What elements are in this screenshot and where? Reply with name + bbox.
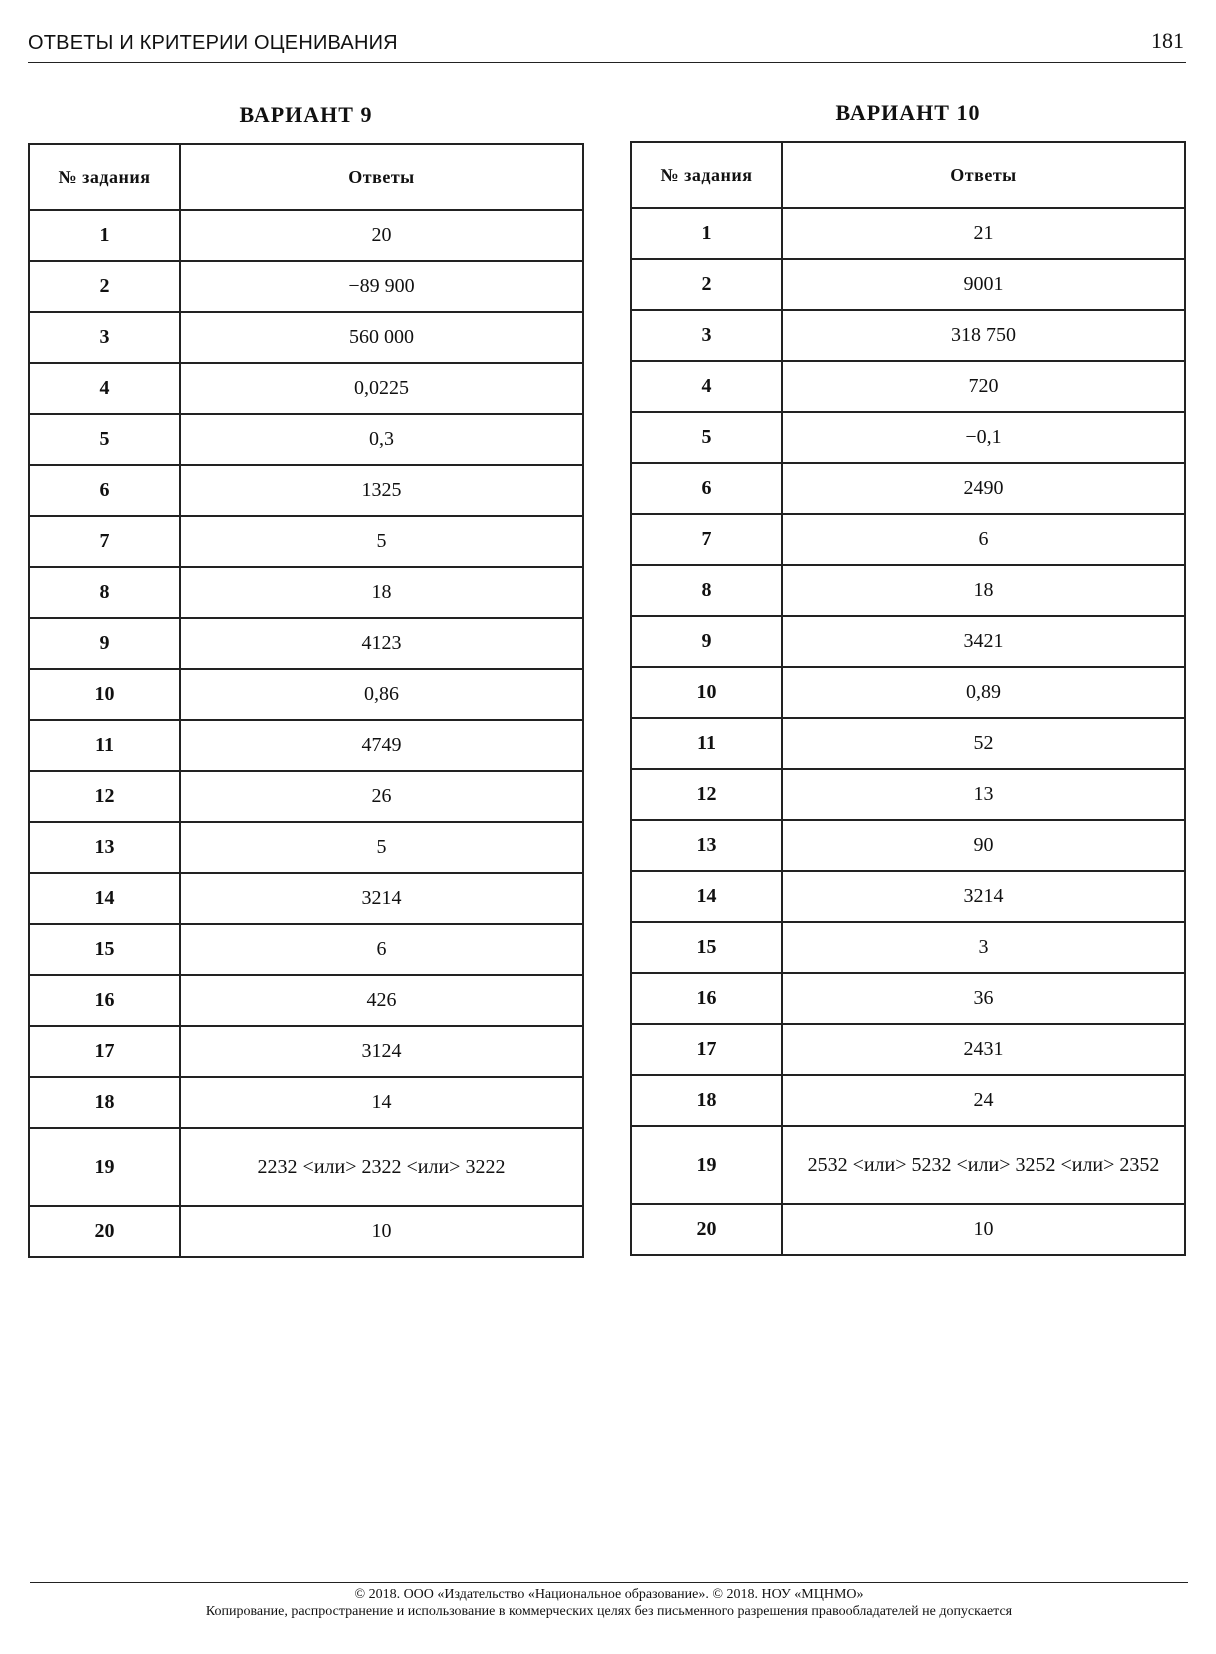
task-number-cell: 13 bbox=[29, 822, 180, 873]
table-row bbox=[631, 208, 1185, 259]
answer-cell: 10 bbox=[782, 1204, 1185, 1255]
task-number-cell: 14 bbox=[631, 871, 782, 922]
answer-cell: 9001 bbox=[782, 259, 1185, 310]
table-row bbox=[29, 210, 583, 261]
answer-cell: 0,86 bbox=[180, 669, 583, 720]
answer-cell: 5 bbox=[180, 516, 583, 567]
task-number-cell: 12 bbox=[29, 771, 180, 822]
table-header-row bbox=[631, 142, 1185, 208]
task-number-cell: 18 bbox=[631, 1075, 782, 1126]
task-number-cell: 9 bbox=[29, 618, 180, 669]
variant-10-title: ВАРИАНТ 10 bbox=[835, 100, 981, 125]
task-number-cell: 16 bbox=[631, 973, 782, 1024]
answer-cell: 24 bbox=[782, 1075, 1185, 1126]
task-number-cell: 19 bbox=[29, 1128, 180, 1206]
answer-cell: 52 bbox=[782, 718, 1185, 769]
answers-table-variant-10 bbox=[630, 141, 1186, 1256]
task-number-cell: 3 bbox=[29, 312, 180, 363]
answer-cell: −89 900 bbox=[180, 261, 583, 312]
task-number-cell: 2 bbox=[631, 259, 782, 310]
task-number-cell: 15 bbox=[631, 922, 782, 973]
answer-cell: 6 bbox=[180, 924, 583, 975]
task-number-cell: 17 bbox=[29, 1026, 180, 1077]
column-header-answers: Ответы bbox=[782, 142, 1185, 208]
answers-table-variant-9 bbox=[28, 143, 584, 1258]
answer-cell: 20 bbox=[180, 210, 583, 261]
answer-cell: 720 bbox=[782, 361, 1185, 412]
table-row bbox=[631, 310, 1185, 361]
answer-cell: 4123 bbox=[180, 618, 583, 669]
footer-notice: Копирование, распространение и использование в коммерческих целях без письменного разрешения правообладателей не допускается bbox=[205, 1604, 1013, 1619]
task-number-cell: 8 bbox=[29, 567, 180, 618]
answer-cell: 560 000 bbox=[180, 312, 583, 363]
answer-cell: 5 bbox=[180, 822, 583, 873]
table-row bbox=[631, 514, 1185, 565]
variant-9-title: ВАРИАНТ 9 bbox=[239, 102, 373, 127]
table-row bbox=[29, 1026, 583, 1077]
table-row bbox=[631, 565, 1185, 616]
answer-cell: 10 bbox=[180, 1206, 583, 1257]
task-number-cell: 6 bbox=[631, 463, 782, 514]
task-number-cell: 3 bbox=[631, 310, 782, 361]
answer-cell: 3124 bbox=[180, 1026, 583, 1077]
task-number-cell: 8 bbox=[631, 565, 782, 616]
task-number-cell: 18 bbox=[29, 1077, 180, 1128]
answer-cell: −0,1 bbox=[782, 412, 1185, 463]
table-row bbox=[631, 1126, 1185, 1204]
answer-cell: 2532 <или> 5232 <или> 3252 <или> 2352 bbox=[782, 1126, 1185, 1204]
table-body bbox=[29, 210, 583, 1257]
table-row bbox=[29, 516, 583, 567]
answer-cell: 13 bbox=[782, 769, 1185, 820]
table-row bbox=[29, 1077, 583, 1128]
column-header-task: № задания bbox=[29, 144, 180, 210]
task-number-cell: 1 bbox=[29, 210, 180, 261]
table-row bbox=[29, 261, 583, 312]
table-row bbox=[631, 259, 1185, 310]
table-row bbox=[631, 361, 1185, 412]
task-number-cell: 11 bbox=[29, 720, 180, 771]
answer-cell: 3214 bbox=[180, 873, 583, 924]
table-row bbox=[29, 312, 583, 363]
task-number-cell: 11 bbox=[631, 718, 782, 769]
footer-copyright: © 2018. ООО «Издательство «Национальное образование». © 2018. НОУ «МЦНМО» bbox=[354, 1587, 864, 1602]
page-footer bbox=[30, 1582, 1188, 1620]
task-number-cell: 19 bbox=[631, 1126, 782, 1204]
answer-cell: 426 bbox=[180, 975, 583, 1026]
task-number-cell: 14 bbox=[29, 873, 180, 924]
answer-cell: 318 750 bbox=[782, 310, 1185, 361]
answer-cell: 21 bbox=[782, 208, 1185, 259]
table-row bbox=[631, 1075, 1185, 1126]
task-number-cell: 9 bbox=[631, 616, 782, 667]
answer-cell: 18 bbox=[782, 565, 1185, 616]
table-row bbox=[29, 771, 583, 822]
table-row bbox=[631, 667, 1185, 718]
table-row bbox=[29, 873, 583, 924]
table-row bbox=[29, 414, 583, 465]
answer-cell: 3421 bbox=[782, 616, 1185, 667]
table-row bbox=[29, 1206, 583, 1257]
answer-cell: 0,89 bbox=[782, 667, 1185, 718]
table-row bbox=[631, 922, 1185, 973]
task-number-cell: 17 bbox=[631, 1024, 782, 1075]
table-row bbox=[29, 822, 583, 873]
answer-cell: 18 bbox=[180, 567, 583, 618]
page-header bbox=[28, 24, 1186, 63]
answer-cell: 1325 bbox=[180, 465, 583, 516]
table-row bbox=[631, 973, 1185, 1024]
table-header-row bbox=[29, 144, 583, 210]
task-number-cell: 5 bbox=[631, 412, 782, 463]
answer-cell: 2431 bbox=[782, 1024, 1185, 1075]
table-row bbox=[631, 463, 1185, 514]
table-row bbox=[29, 363, 583, 414]
task-number-cell: 6 bbox=[29, 465, 180, 516]
table-row bbox=[631, 718, 1185, 769]
column-header-task: № задания bbox=[631, 142, 782, 208]
table-row bbox=[29, 1128, 583, 1206]
task-number-cell: 7 bbox=[631, 514, 782, 565]
task-number-cell: 20 bbox=[631, 1204, 782, 1255]
task-number-cell: 2 bbox=[29, 261, 180, 312]
task-number-cell: 20 bbox=[29, 1206, 180, 1257]
task-number-cell: 1 bbox=[631, 208, 782, 259]
page-number: 181 bbox=[1151, 28, 1184, 53]
task-number-cell: 5 bbox=[29, 414, 180, 465]
table-row bbox=[29, 618, 583, 669]
table-row bbox=[631, 769, 1185, 820]
answer-cell: 6 bbox=[782, 514, 1185, 565]
answer-cell: 2232 <или> 2322 <или> 3222 bbox=[180, 1128, 583, 1206]
answer-cell: 0,0225 bbox=[180, 363, 583, 414]
answer-cell: 3 bbox=[782, 922, 1185, 973]
task-number-cell: 4 bbox=[631, 361, 782, 412]
task-number-cell: 10 bbox=[631, 667, 782, 718]
table-row bbox=[631, 1024, 1185, 1075]
task-number-cell: 13 bbox=[631, 820, 782, 871]
answer-cell: 3214 bbox=[782, 871, 1185, 922]
table-body bbox=[631, 208, 1185, 1255]
answer-cell: 36 bbox=[782, 973, 1185, 1024]
task-number-cell: 7 bbox=[29, 516, 180, 567]
task-number-cell: 4 bbox=[29, 363, 180, 414]
table-row bbox=[29, 924, 583, 975]
answer-cell: 14 bbox=[180, 1077, 583, 1128]
task-number-cell: 16 bbox=[29, 975, 180, 1026]
table-row bbox=[631, 1204, 1185, 1255]
task-number-cell: 15 bbox=[29, 924, 180, 975]
table-row bbox=[631, 412, 1185, 463]
table-row bbox=[29, 465, 583, 516]
table-row bbox=[631, 871, 1185, 922]
header-title: ОТВЕТЫ И КРИТЕРИИ ОЦЕНИВАНИЯ bbox=[28, 32, 398, 54]
table-row bbox=[29, 975, 583, 1026]
answer-cell: 4749 bbox=[180, 720, 583, 771]
table-row bbox=[631, 616, 1185, 667]
answer-cell: 2490 bbox=[782, 463, 1185, 514]
answer-cell: 0,3 bbox=[180, 414, 583, 465]
table-row bbox=[29, 567, 583, 618]
table-row bbox=[631, 820, 1185, 871]
table-row bbox=[29, 720, 583, 771]
answer-cell: 26 bbox=[180, 771, 583, 822]
task-number-cell: 10 bbox=[29, 669, 180, 720]
answer-cell: 90 bbox=[782, 820, 1185, 871]
task-number-cell: 12 bbox=[631, 769, 782, 820]
table-row bbox=[29, 669, 583, 720]
column-header-answers: Ответы bbox=[180, 144, 583, 210]
